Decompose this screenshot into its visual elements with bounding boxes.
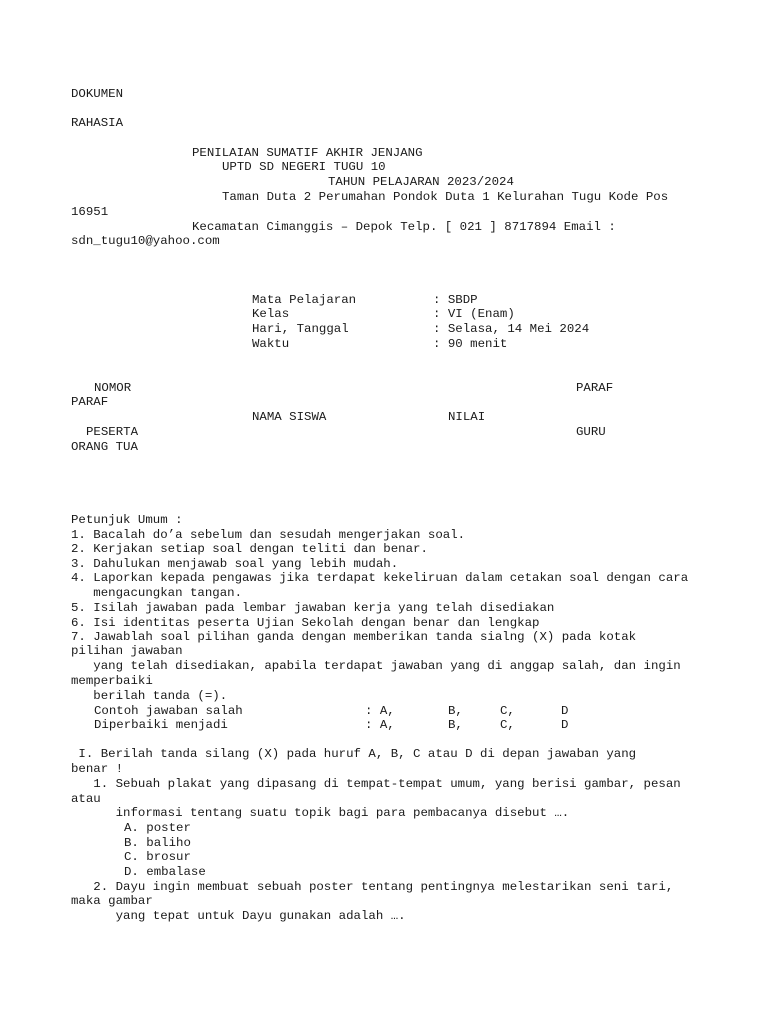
info-value: : Selasa, 14 Mei 2024 xyxy=(433,322,590,336)
instruction-item: 3. Dahulukan menjawab soal yang lebih mudah. xyxy=(71,557,399,571)
example-option: D xyxy=(561,718,569,732)
confidential-label: RAHASIA xyxy=(71,116,124,130)
document-label: DOKUMEN xyxy=(71,87,124,101)
instruction-item: 6. Isi identitas peserta Ujian Sekolah dengan benar dan lengkap xyxy=(71,616,540,630)
example-option: D xyxy=(561,704,569,718)
example-option: : A, xyxy=(365,704,395,718)
instruction-item: 1. Bacalah do’a sebelum dan sesudah mengerjakan soal. xyxy=(71,528,466,542)
instructions-title: Petunjuk Umum : xyxy=(71,513,183,527)
info-value: : 90 menit xyxy=(433,337,508,351)
postal-code: 16951 xyxy=(71,205,109,219)
example-option: B, xyxy=(448,704,463,718)
instruction-item: memperbaiki xyxy=(71,674,153,688)
answer-option: A. poster xyxy=(124,821,191,835)
header-nama-siswa: NAMA SISWA xyxy=(252,410,327,424)
answer-option: B. baliho xyxy=(124,836,191,850)
header-orang-tua: ORANG TUA xyxy=(71,440,138,454)
question-text: 1. Sebuah plakat yang dipasang di tempat-tempat umum, yang berisi gambar, pesan xyxy=(71,777,681,791)
header-guru: GURU xyxy=(576,425,606,439)
instruction-item: 7. Jawablah soal pilihan ganda dengan memberikan tanda sialng (X) pada kotak xyxy=(71,630,637,644)
instruction-item: 2. Kerjakan setiap soal dengan teliti dan benar. xyxy=(71,542,428,556)
example-option: C, xyxy=(500,704,515,718)
answer-option: C. brosur xyxy=(124,850,191,864)
school-email: sdn_tugu10@yahoo.com xyxy=(71,234,220,248)
info-value: : SBDP xyxy=(433,293,478,307)
example-option: C, xyxy=(500,718,515,732)
question-text: informasi tentang suatu topik bagi para pembacanya disebut …. xyxy=(71,806,570,820)
school-contact: Kecamatan Cimanggis – Depok Telp. [ 021 ] 8717894 Email : xyxy=(192,220,616,234)
exam-title: PENILAIAN SUMATIF AKHIR JENJANG xyxy=(192,146,423,160)
header-peserta: PESERTA xyxy=(86,425,139,439)
instruction-item: yang telah disediakan, apabila terdapat jawaban yang di anggap salah, dan ingin xyxy=(71,659,681,673)
header-nilai: NILAI xyxy=(448,410,486,424)
answer-option: D. embalase xyxy=(124,865,206,879)
header-paraf-ortu: PARAF xyxy=(71,395,109,409)
section-instruction: benar ! xyxy=(71,762,124,776)
info-label: Kelas xyxy=(252,307,290,321)
question-text: 2. Dayu ingin membuat sebuah poster tentang pentingnya melestarikan seni tari, xyxy=(71,880,674,894)
example-option: B, xyxy=(448,718,463,732)
question-text: atau xyxy=(71,792,101,806)
instruction-item: 5. Isilah jawaban pada lembar jawaban kerja yang telah disediakan xyxy=(71,601,555,615)
school-name: UPTD SD NEGERI TUGU 10 xyxy=(222,160,386,174)
info-label: Mata Pelajaran xyxy=(252,293,357,307)
question-text: maka gambar xyxy=(71,894,153,908)
section-instruction: I. Berilah tanda silang (X) pada huruf A, B, C atau D di depan jawaban yang xyxy=(71,747,637,761)
header-nomor: NOMOR xyxy=(94,381,132,395)
academic-year: TAHUN PELAJARAN 2023/2024 xyxy=(328,175,514,189)
example-option: : A, xyxy=(365,718,395,732)
info-label: Hari, Tanggal xyxy=(252,322,349,336)
instruction-item: berilah tanda (=). xyxy=(71,689,228,703)
info-value: : VI (Enam) xyxy=(433,307,515,321)
school-address: Taman Duta 2 Perumahan Pondok Duta 1 Kelurahan Tugu Kode Pos xyxy=(222,190,669,204)
example-fixed-label: Diperbaiki menjadi xyxy=(94,718,228,732)
info-label: Waktu xyxy=(252,337,290,351)
example-wrong-label: Contoh jawaban salah xyxy=(94,704,243,718)
instruction-item: mengacungkan tangan. xyxy=(71,586,243,600)
header-paraf-guru: PARAF xyxy=(576,381,614,395)
question-text: yang tepat untuk Dayu gunakan adalah …. xyxy=(71,909,406,923)
instruction-item: 4. Laporkan kepada pengawas jika terdapat kekeliruan dalam cetakan soal dengan cara xyxy=(71,571,689,585)
instruction-item: pilihan jawaban xyxy=(71,644,183,658)
